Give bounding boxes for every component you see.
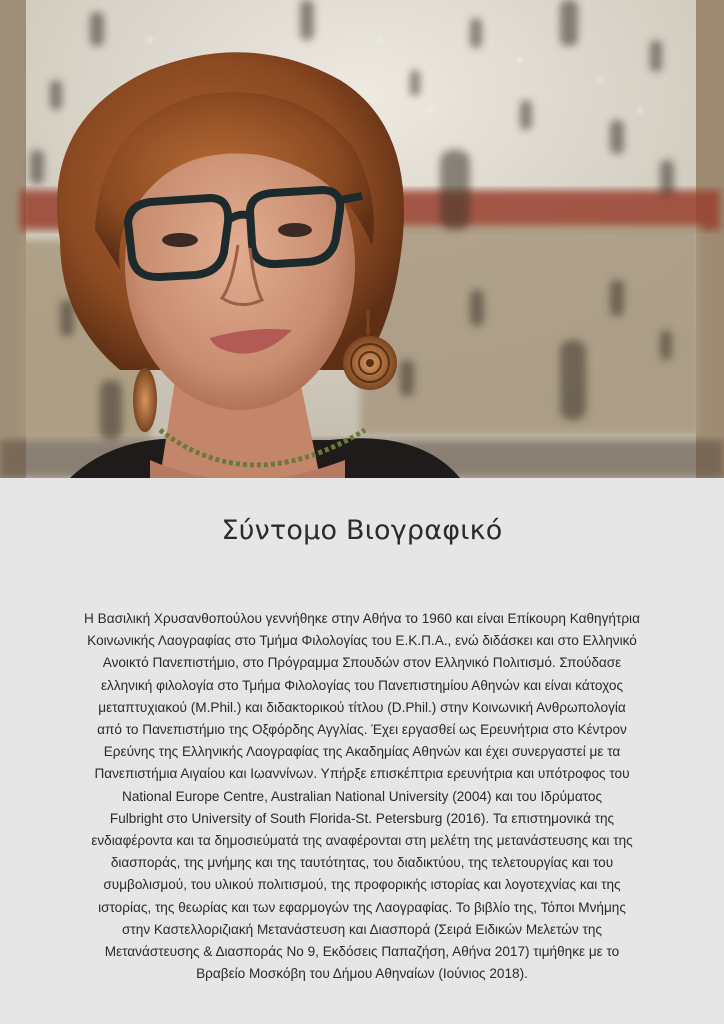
bio-line: Μετανάστευσης & Διασποράς Νο 9, Εκδόσεις Παπαζήση, Αθήνα 2017) τιμήθηκε με το	[104, 944, 620, 960]
bio-line: Fulbright στο University of South Florida-St. Petersburg (2016). Τα επιστημονικά της	[109, 810, 615, 826]
bio-line: διασποράς, της μνήμης και της ταυτότητας, του διαδικτύου, της τελετουργίας και του	[110, 855, 614, 871]
bio-line: ελληνική φιλολογία στο Τμήμα Φιλολογίας του Πανεπιστημίου Αθηνών και είναι κάτοχος	[100, 677, 624, 693]
bio-line: Πανεπιστήμια Αιγαίου και Ιωαννίνων. Υπήρξε επισκέπτρια ερευνήτρια και υπότροφος του	[94, 766, 630, 782]
bio-line: ενδιαφέροντα και τα δημοσιεύματά της αναφέρονται στη μελέτη της μετανάστευσης και της	[91, 833, 633, 849]
bio-line: από το Πανεπιστήμιο της Οξφόρδης Αγγλίας. Έχει εργασθεί ως Ερευνήτρια στο Κέντρον	[97, 722, 627, 738]
bio-line: συμβολισμού, του υλικού πολιτισμού, της προφορικής ιστορίας και λογοτεχνίας και της	[103, 877, 621, 893]
bio-line: Ερεύνης της Ελληνικής Λαογραφίας της Ακαδημίας Αθηνών και έχει συνεργαστεί με τα	[103, 744, 621, 760]
bio-line: Βραβείο Μοσκόβη του Δήμου Αθηναίων (Ιούνιος 2018).	[196, 966, 528, 982]
portrait-photo	[0, 0, 724, 478]
bio-line: Η Βασιλική Χρυσανθοπούλου γεννήθηκε στην Αθήνα το 1960 και είναι Επίκουρη Καθηγήτρια	[84, 611, 640, 626]
bio-line: μεταπτυχιακού (M.Phil.) και διδακτορικού τίτλου (D.Phil.) στην Κοινωνική Ανθρωπολογία	[98, 699, 626, 715]
section-title: Σύντομο Βιογραφικό	[221, 515, 503, 546]
bio-line: ιστορίας, της θεωρίας και των εφαρμογών της Λαογραφίας. Το βιβλίο της, Τόποι Μνήμης	[98, 899, 626, 915]
bio-line: Κοινωνικής Λαογραφίας στο Τμήμα Φιλολογίας του Ε.Κ.Π.Α., ενώ διδάσκει και στο Ελληνικό	[87, 633, 637, 649]
bio-line: Ανοικτό Πανεπιστήμιο, στο Πρόγραμμα Σπουδών στον Ελληνικό Πολιτισμό. Σπούδασε	[102, 655, 622, 671]
bio-line: στην Καστελλοριζιακή Μετανάστευση και Διασπορά (Σειρά Ειδικών Μελετών της	[122, 921, 602, 937]
bio-line: National Europe Centre, Australian National University (2004) και του Ιδρύματος	[122, 788, 602, 804]
bio-paragraph	[28, 608, 696, 985]
